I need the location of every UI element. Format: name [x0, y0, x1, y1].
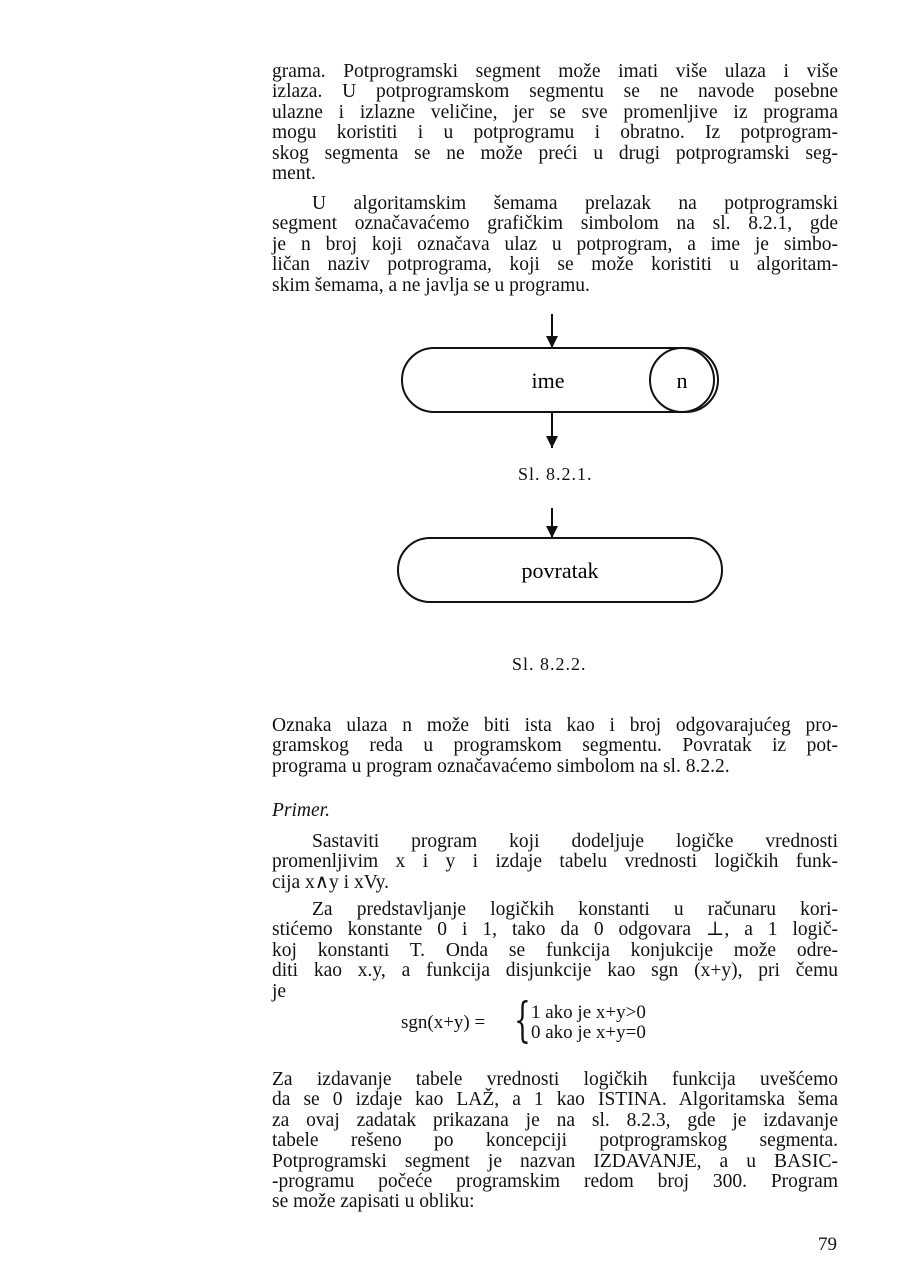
text-line: tabele rešeno po koncepciji potprogramskog segmenta.: [272, 1130, 838, 1152]
example-heading: Primer.: [272, 800, 330, 821]
text-line: da se 0 izdaje kao LAŽ, a 1 kao ISTINA. Algoritamska šema: [272, 1089, 838, 1111]
text-line: ličan naziv potprograma, koji se može koristiti u algoritam-: [272, 254, 838, 276]
left-brace-icon: {: [514, 992, 531, 1048]
text-line: -programu počeće programskim redom broj 300. Program: [272, 1171, 838, 1193]
text-line: segment označavaćemo grafičkim simbolom na sl. 8.2.1, gde: [272, 213, 838, 235]
text-line: je n broj koji označava ulaz u potprogram, a ime je simbo-: [272, 233, 838, 255]
paragraph-3: [272, 716, 838, 777]
text-line: Oznaka ulaza n može biti ista kao i broj odgovarajućeg pro-: [272, 715, 838, 736]
text-line: Potprogramski segment je nazvan IZDAVANJE, a u BASIC-: [272, 1150, 838, 1172]
text-line: ment.: [272, 163, 316, 185]
formula-case-positive: 1 ako je x+y>0: [531, 1002, 646, 1023]
formula-lhs: sgn(x+y) =: [401, 1012, 486, 1033]
text-line: U algoritamskim šemama prelazak na potprogramski: [312, 193, 838, 214]
text-line: za ovaj zadatak prikazana je na sl. 8.2.3, gde je izdavanje: [272, 1109, 838, 1131]
text-line: Za izdavanje tabele vrednosti logičkih funkcija uvešćemo: [272, 1069, 838, 1090]
text-line: skog segmenta se ne može preći u drugi potprogramski seg-: [272, 142, 838, 164]
subroutine-name-label: ime: [531, 368, 565, 393]
text-line: diti kao x.y, a funkcija disjunkcije kao sgn (x+y), pri čemu: [272, 960, 838, 982]
paragraph-1: [272, 62, 838, 184]
text-line: programa u program označavaćemo simbolom na sl. 8.2.2.: [272, 755, 730, 777]
figure-subroutine-call: [390, 308, 730, 458]
paragraph-5: [272, 900, 838, 1002]
return-label: povratak: [521, 558, 599, 583]
text-line: grama. Potprogramski segment može imati više ulaza i više: [272, 61, 838, 82]
figure-2-caption: Sl. 8.2.2.: [512, 654, 587, 674]
text-line: mogu koristiti i u potprogramu i obratno. Iz potprogram-: [272, 122, 838, 144]
arrow-down-icon: [546, 436, 558, 448]
figure-return-symbol: [390, 504, 730, 614]
text-line: izlaza. U potprogramskom segmentu se ne navode posebne: [272, 81, 838, 103]
figure-1-caption: Sl. 8.2.1.: [518, 464, 593, 484]
text-line: gramskog reda u programskom segmentu. Povratak iz pot-: [272, 735, 838, 757]
text-line: promenljivim x i y i izdaje tabelu vrednosti logičkih funk-: [272, 851, 838, 873]
paragraph-4: [272, 832, 838, 893]
text-line: Za predstavljanje logičkih konstanti u računaru kori-: [312, 899, 838, 920]
text-line: koj konstanti T. Onda se funkcija konjukcije može odre-: [272, 939, 838, 961]
text-line: se može zapisati u obliku:: [272, 1191, 475, 1213]
entry-number-label: n: [676, 368, 688, 393]
page-number: 79: [818, 1234, 837, 1255]
text-line: Sastaviti program koji dodeljuje logičke vrednosti: [312, 831, 838, 852]
text-line: skim šemama, a ne javlja se u programu.: [272, 274, 590, 296]
text-line: ulazne i izlazne veličine, jer se sve promenljive iz programa: [272, 101, 838, 123]
text-line: cija x∧y i xVy.: [272, 871, 389, 893]
formula-case-zero: 0 ako je x+y=0: [531, 1022, 646, 1043]
arrow-down-icon: [546, 336, 558, 348]
paragraph-6: [272, 1070, 838, 1213]
arrow-down-icon: [546, 526, 558, 538]
paragraph-2: [272, 194, 838, 296]
text-line: je: [272, 980, 287, 1002]
text-line: stićemo konstante 0 i 1, tako da 0 odgovara ⊥, a 1 logič-: [272, 919, 838, 941]
